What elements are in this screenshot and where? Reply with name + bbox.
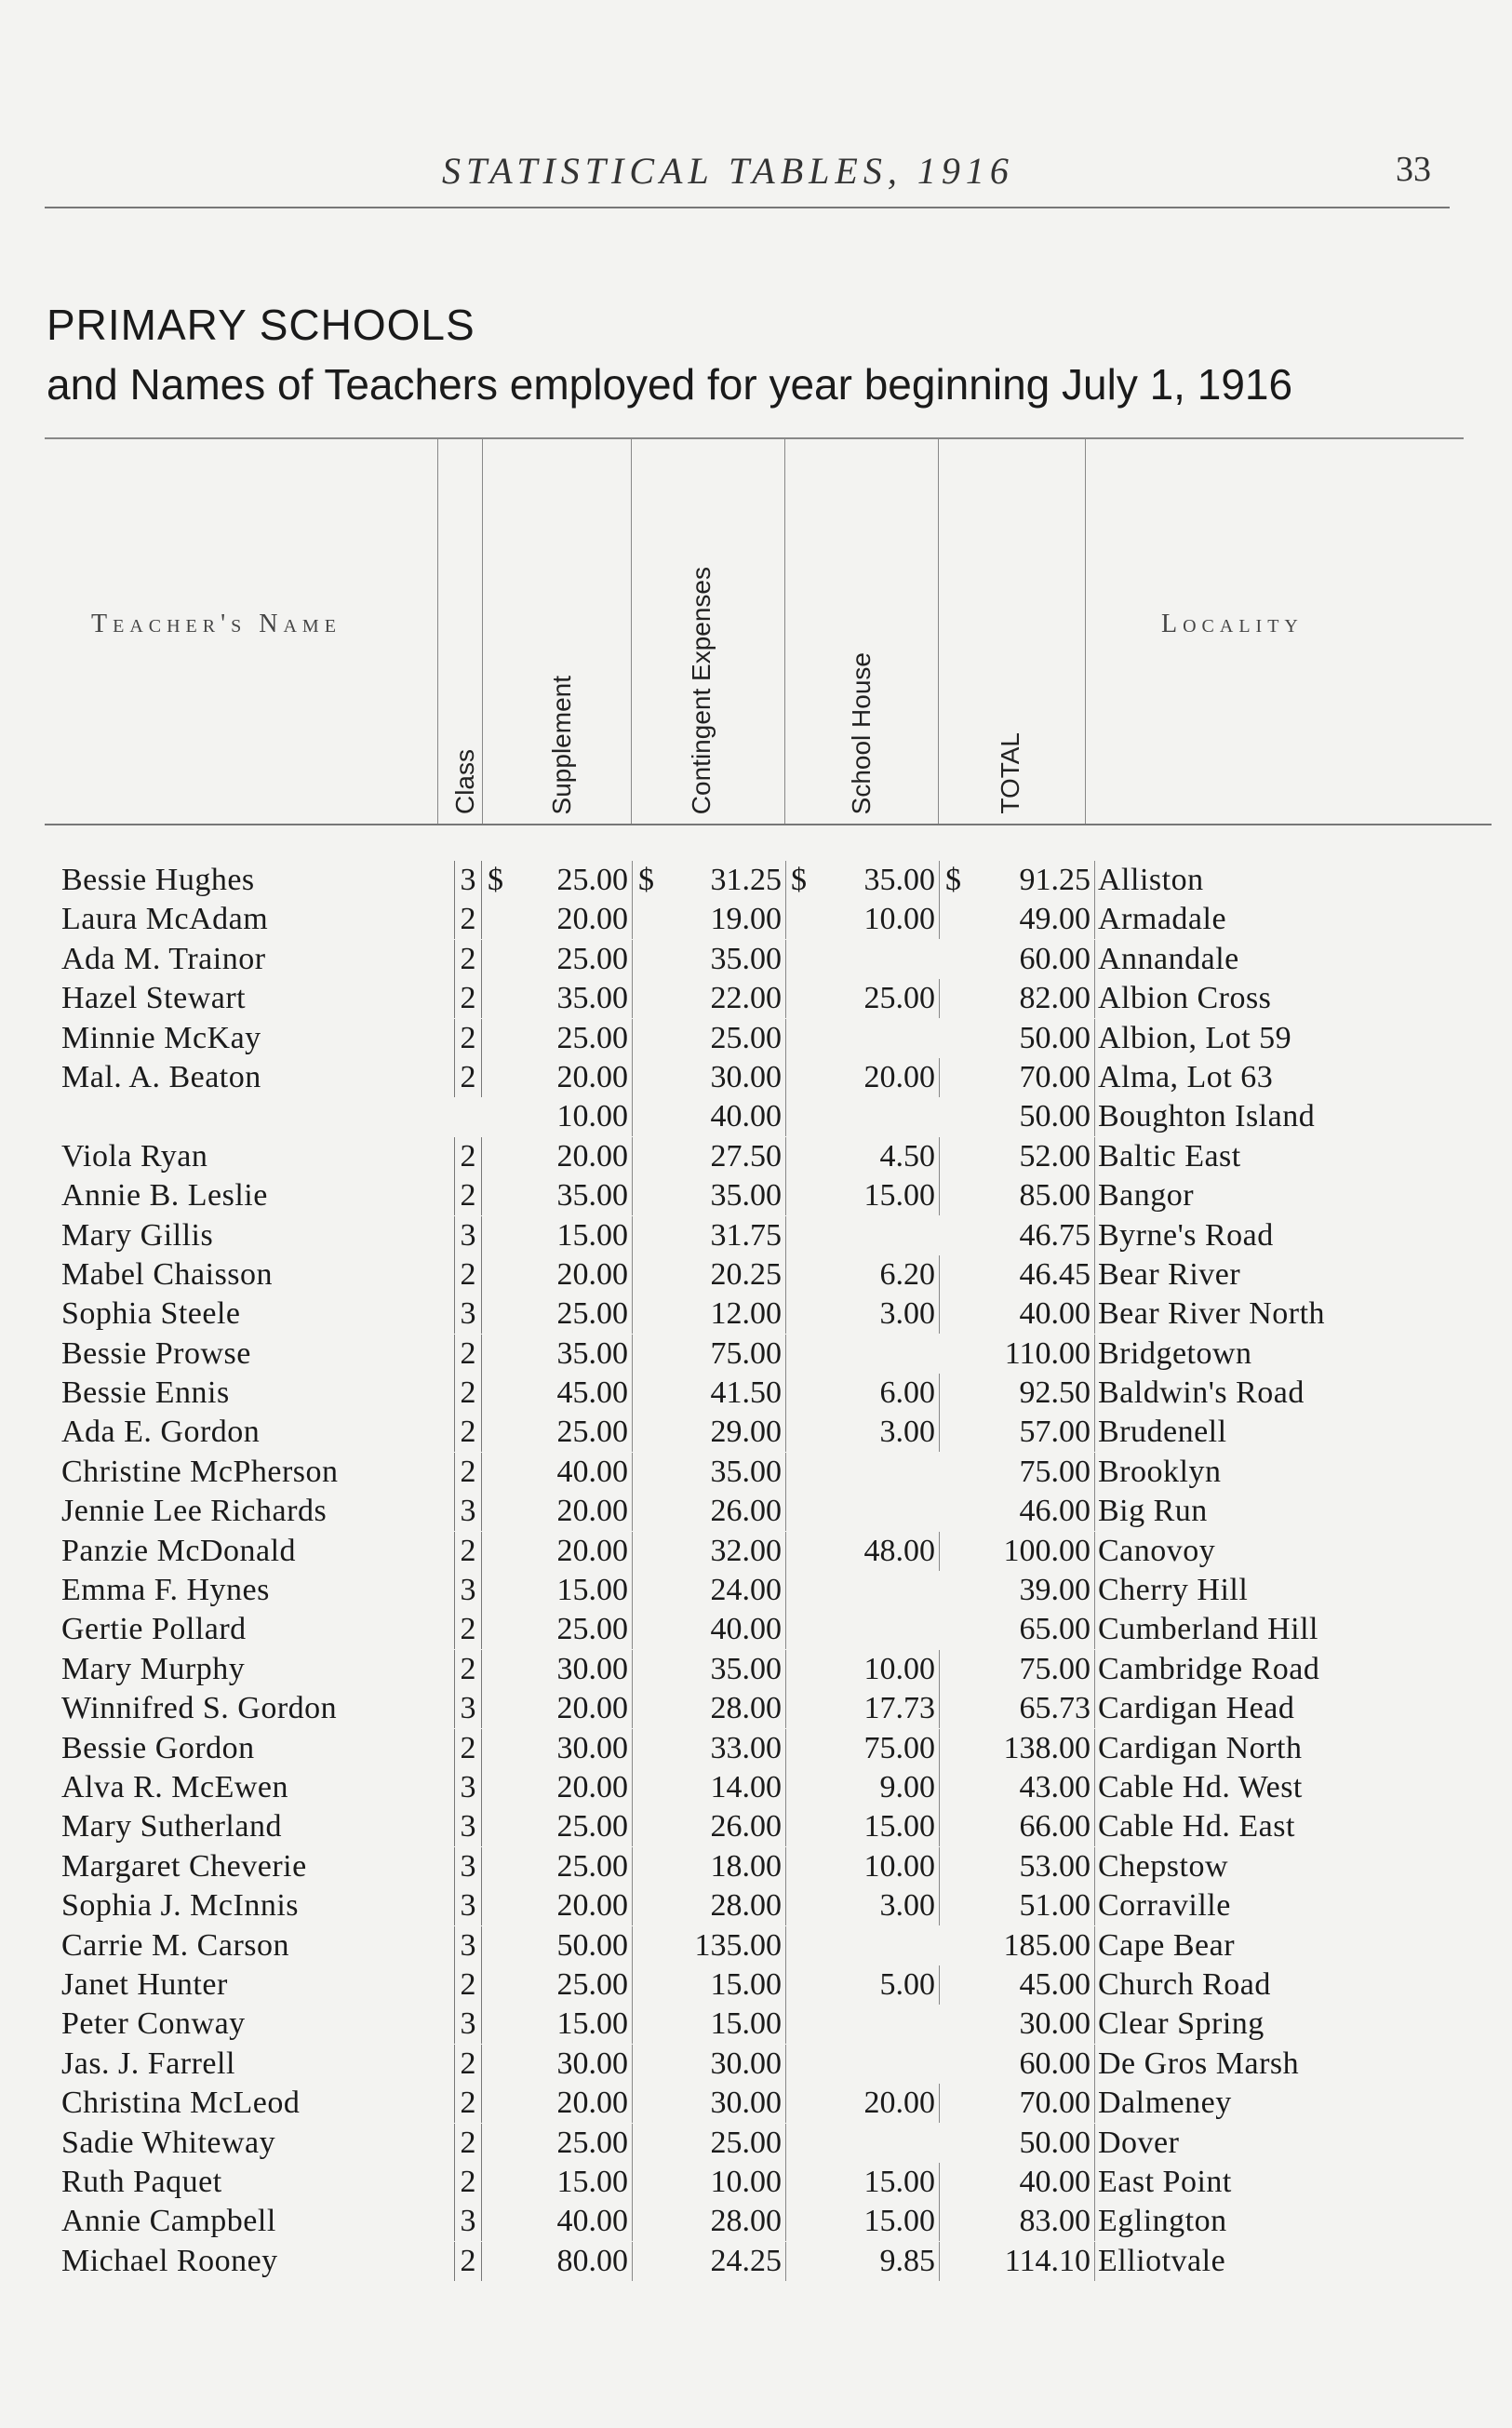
total-cell: 46.75	[940, 1216, 1095, 1255]
teacher-name: Bessie Prowse	[61, 1335, 251, 1371]
contingent-cell: 29.00	[633, 1413, 786, 1452]
class-cell: 3	[454, 1807, 482, 1846]
teacher-name: Peter Conway	[61, 2006, 246, 2042]
teacher-name: Jas. J. Farrell	[61, 2046, 235, 2081]
teacher-name: Winnifred S. Gordon	[61, 1691, 338, 1726]
table-row	[0, 1965, 1512, 2005]
table-row	[0, 2202, 1512, 2241]
contingent-cell: 30.00	[633, 2045, 786, 2084]
dollar-sign: $	[945, 863, 961, 897]
class-cell: 2	[454, 1965, 482, 2005]
table-row	[0, 1492, 1512, 1531]
locality-cell: Bridgetown	[1098, 1335, 1252, 1371]
supplement-cell: 30.00	[484, 1729, 633, 1768]
contingent-cell: 27.50	[633, 1137, 786, 1176]
supplement-cell: 30.00	[484, 1650, 633, 1689]
supplement-cell: 25.00	[484, 1294, 633, 1334]
page-number: 33	[1396, 150, 1431, 189]
locality-cell: Alma, Lot 63	[1098, 1059, 1274, 1094]
teacher-name: Bessie Ennis	[61, 1375, 230, 1411]
table-row	[0, 2045, 1512, 2084]
total-cell: 75.00	[940, 1453, 1095, 1492]
contingent-cell: 25.00	[633, 2124, 786, 2163]
table-row	[0, 1374, 1512, 1413]
class-cell: 2	[454, 2163, 482, 2202]
locality-cell: Alliston	[1098, 863, 1204, 897]
total-cell: 53.00	[940, 1847, 1095, 1886]
teacher-name: Jennie Lee Richards	[61, 1494, 328, 1529]
total-cell: 65.73	[940, 1689, 1095, 1728]
school-house-cell: 15.00	[786, 1807, 940, 1846]
total-cell: 30.00	[940, 2005, 1095, 2044]
table-header	[45, 437, 1464, 824]
supplement-cell: 20.00	[484, 1137, 633, 1176]
supplement-cell: 15.00	[484, 1571, 633, 1610]
total-cell: 49.00	[940, 900, 1095, 939]
locality-cell: Dover	[1098, 2125, 1180, 2160]
table-row	[0, 1807, 1512, 1846]
page-subtitle: and Names of Teachers employed for year beginning July 1, 1916	[47, 360, 1293, 409]
locality-cell: Church Road	[1098, 1966, 1271, 2002]
teacher-name: Laura McAdam	[61, 902, 269, 937]
locality-cell: De Gros Marsh	[1098, 2046, 1300, 2081]
column-header-locality: Locality	[1161, 610, 1304, 638]
table-row	[0, 1847, 1512, 1886]
contingent-cell: 30.00	[633, 2084, 786, 2123]
school-house-cell: 9.85	[786, 2242, 940, 2281]
teacher-name: Mary Gillis	[61, 1217, 214, 1253]
contingent-cell: 28.00	[633, 1689, 786, 1728]
contingent-cell: 40.00	[633, 1097, 786, 1136]
locality-cell: Baldwin's Road	[1098, 1375, 1305, 1411]
class-cell: 3	[454, 1847, 482, 1886]
supplement-cell: 25.00	[484, 1413, 633, 1452]
locality-cell: Cardigan Head	[1098, 1691, 1295, 1726]
class-cell: 3	[454, 861, 482, 900]
teacher-name: Christine McPherson	[61, 1454, 339, 1489]
supplement-cell: 25.00	[484, 1807, 633, 1846]
header-bottom-rule	[45, 824, 1492, 825]
running-head: STATISTICAL TABLES, 1916	[442, 150, 1014, 192]
class-cell: 3	[454, 2005, 482, 2044]
supplement-cell: 35.00	[484, 1335, 633, 1374]
supplement-cell: 25.00	[484, 2124, 633, 2163]
supplement-cell: 20.00	[484, 1886, 633, 1925]
table-row	[0, 2005, 1512, 2044]
table-row	[0, 2084, 1512, 2123]
class-cell: 3	[454, 1492, 482, 1531]
class-cell: 2	[454, 1019, 482, 1058]
contingent-cell: 14.00	[633, 1768, 786, 1807]
teacher-name: Mary Sutherland	[61, 1809, 282, 1844]
teacher-name: Michael Rooney	[61, 2243, 278, 2278]
class-cell: 2	[454, 1374, 482, 1413]
contingent-cell: 10.00	[633, 2163, 786, 2202]
table-row	[0, 1413, 1512, 1452]
total-cell: 70.00	[940, 2084, 1095, 2123]
supplement-cell: 15.00	[484, 1216, 633, 1255]
teacher-name: Janet Hunter	[61, 1966, 228, 2002]
contingent-cell: 20.25	[633, 1255, 786, 1294]
class-cell: 2	[454, 2124, 482, 2163]
supplement-cell: 20.00	[484, 1492, 633, 1531]
total-cell: 40.00	[940, 1294, 1095, 1334]
teacher-name: Emma F. Hynes	[61, 1573, 270, 1608]
supplement-cell: 25.00	[484, 1610, 633, 1649]
teacher-name: Sophia Steele	[61, 1296, 241, 1332]
locality-cell: Cape Bear	[1098, 1927, 1236, 1963]
contingent-cell: 32.00	[633, 1532, 786, 1571]
teacher-name: Sophia J. McInnis	[61, 1888, 299, 1924]
supplement-cell: 20.00	[484, 2084, 633, 2123]
locality-cell: Albion Cross	[1098, 981, 1272, 1016]
class-cell: 3	[454, 1886, 482, 1925]
column-header-contingent: Contingent Expenses	[687, 566, 716, 814]
teacher-name: Panzie McDonald	[61, 1533, 297, 1568]
locality-cell: Bear River	[1098, 1256, 1241, 1292]
class-cell: 2	[454, 1137, 482, 1176]
school-house-cell: 20.00	[786, 1058, 940, 1097]
table-row	[0, 2124, 1512, 2163]
total-cell: 185.00	[940, 1926, 1095, 1965]
class-cell: 2	[454, 1610, 482, 1649]
contingent-cell: 26.00	[633, 1492, 786, 1531]
class-cell: 2	[454, 1335, 482, 1374]
contingent-cell: 24.25	[633, 2242, 786, 2281]
locality-cell: Big Run	[1098, 1494, 1208, 1529]
table-row	[0, 1689, 1512, 1728]
school-house-cell: 3.00	[786, 1294, 940, 1334]
supplement-cell: 15.00	[484, 2163, 633, 2202]
school-house-cell: 4.50	[786, 1137, 940, 1176]
column-header-school-house: School House	[847, 651, 876, 814]
locality-cell: Baltic East	[1098, 1138, 1241, 1174]
column-header-name: Teacher's Name	[91, 610, 341, 638]
contingent-cell: 12.00	[633, 1294, 786, 1334]
supplement-cell: 10.00	[484, 1097, 633, 1136]
total-cell: 66.00	[940, 1807, 1095, 1846]
total-cell: 46.00	[940, 1492, 1095, 1531]
school-house-cell: 15.00	[786, 1176, 940, 1215]
table-row	[0, 1097, 1512, 1136]
locality-cell: Boughton Island	[1098, 1099, 1316, 1134]
total-cell: 50.00	[940, 1097, 1095, 1136]
table-row	[0, 1058, 1512, 1097]
supplement-cell: 20.00	[484, 1255, 633, 1294]
class-cell: 2	[454, 1650, 482, 1689]
teacher-name: Bessie Gordon	[61, 1730, 255, 1765]
supplement-cell: 80.00	[484, 2242, 633, 2281]
contingent-cell: 28.00	[633, 1886, 786, 1925]
table-row	[0, 1886, 1512, 1925]
contingent-cell: 35.00	[633, 1176, 786, 1215]
column-header-total: TOTAL	[996, 732, 1024, 814]
total-cell: 75.00	[940, 1650, 1095, 1689]
contingent-cell: 15.00	[633, 1965, 786, 2005]
teacher-name: Viola Ryan	[61, 1138, 208, 1174]
total-cell: 45.00	[940, 1965, 1095, 2005]
dollar-sign: $	[638, 863, 654, 897]
table-row	[0, 940, 1512, 979]
supplement-cell: 25.00	[484, 1019, 633, 1058]
locality-cell: East Point	[1098, 2164, 1232, 2199]
table-row	[0, 1571, 1512, 1610]
supplement-cell: 20.00	[484, 1532, 633, 1571]
total-cell: 83.00	[940, 2202, 1095, 2241]
contingent-cell: 41.50	[633, 1374, 786, 1413]
class-cell: 2	[454, 1255, 482, 1294]
total-cell: 52.00	[940, 1137, 1095, 1176]
table-row	[0, 861, 1512, 900]
column-header-supplement: Supplement	[547, 675, 576, 814]
school-house-cell: 17.73	[786, 1689, 940, 1728]
total-cell: 46.45	[940, 1255, 1095, 1294]
contingent-cell: 135.00	[633, 1926, 786, 1965]
total-cell: 114.10	[940, 2242, 1095, 2281]
table-row	[0, 979, 1512, 1018]
supplement-cell: 40.00	[484, 1453, 633, 1492]
column-divider	[631, 437, 632, 824]
contingent-cell: 28.00	[633, 2202, 786, 2241]
table-row	[0, 1137, 1512, 1176]
table-row	[0, 1176, 1512, 1215]
teacher-name: Carrie M. Carson	[61, 1927, 290, 1963]
locality-cell: Brooklyn	[1098, 1454, 1222, 1489]
locality-cell: Canovoy	[1098, 1533, 1216, 1568]
locality-cell: Cardigan North	[1098, 1730, 1303, 1765]
total-cell: 92.50	[940, 1374, 1095, 1413]
total-cell: 65.00	[940, 1610, 1095, 1649]
table-row	[0, 1255, 1512, 1294]
school-house-cell: 10.00	[786, 1847, 940, 1886]
supplement-cell: 30.00	[484, 2045, 633, 2084]
class-cell: 3	[454, 1294, 482, 1334]
total-cell: 50.00	[940, 2124, 1095, 2163]
locality-cell: Cable Hd. East	[1098, 1809, 1295, 1844]
table-row	[0, 1729, 1512, 1768]
teacher-name: Ada E. Gordon	[61, 1415, 261, 1450]
column-divider	[938, 437, 939, 824]
school-house-cell: 75.00	[786, 1729, 940, 1768]
teacher-name: Margaret Cheverie	[61, 1848, 307, 1884]
school-house-cell: 9.00	[786, 1768, 940, 1807]
total-cell: 60.00	[940, 940, 1095, 979]
column-divider	[784, 437, 785, 824]
class-cell: 2	[454, 979, 482, 1018]
locality-cell: Cambridge Road	[1098, 1651, 1320, 1686]
supplement-cell: 20.00	[484, 1058, 633, 1097]
locality-cell: Cable Hd. West	[1098, 1769, 1303, 1804]
locality-cell: Albion, Lot 59	[1098, 1020, 1292, 1055]
school-house-cell: 10.00	[786, 1650, 940, 1689]
supplement-cell: 15.00	[484, 2005, 633, 2044]
column-divider	[482, 437, 483, 824]
supplement-cell: 45.00	[484, 1374, 633, 1413]
table-row	[0, 1768, 1512, 1807]
contingent-cell: 24.00	[633, 1571, 786, 1610]
teacher-name: Mal. A. Beaton	[61, 1059, 261, 1094]
class-cell: 2	[454, 1532, 482, 1571]
contingent-cell: 40.00	[633, 1610, 786, 1649]
table-row	[0, 1453, 1512, 1492]
teacher-name: Ada M. Trainor	[61, 941, 266, 976]
school-house-cell: 6.00	[786, 1374, 940, 1413]
total-cell: 70.00	[940, 1058, 1095, 1097]
contingent-cell: 19.00	[633, 900, 786, 939]
total-cell: 100.00	[940, 1532, 1095, 1571]
total-cell: 40.00	[940, 2163, 1095, 2202]
locality-cell: Corraville	[1098, 1888, 1231, 1924]
teacher-name: Gertie Pollard	[61, 1612, 247, 1647]
supplement-cell: 25.00	[484, 1847, 633, 1886]
table-row	[0, 1294, 1512, 1334]
school-house-cell: 6.20	[786, 1255, 940, 1294]
school-house-cell: 5.00	[786, 1965, 940, 2005]
teacher-name: Christina McLeod	[61, 2086, 301, 2121]
contingent-cell: 22.00	[633, 979, 786, 1018]
table-row	[0, 1650, 1512, 1689]
dollar-sign: $	[488, 863, 503, 897]
school-house-cell: 15.00	[786, 2163, 940, 2202]
class-cell: 2	[454, 1058, 482, 1097]
table-row	[0, 1335, 1512, 1374]
supplement-cell: 25.00	[484, 1965, 633, 2005]
teacher-name: Mabel Chaisson	[61, 1256, 274, 1292]
contingent-cell: 25.00	[633, 1019, 786, 1058]
dollar-sign: $	[791, 863, 807, 897]
contingent-cell: 33.00	[633, 1729, 786, 1768]
class-cell: 3	[454, 1926, 482, 1965]
table-row	[0, 2242, 1512, 2281]
class-cell: 2	[454, 900, 482, 939]
column-divider	[437, 437, 438, 824]
contingent-cell: 30.00	[633, 1058, 786, 1097]
total-cell: 60.00	[940, 2045, 1095, 2084]
total-cell: 82.00	[940, 979, 1095, 1018]
table-row	[0, 1532, 1512, 1571]
teacher-name: Ruth Paquet	[61, 2164, 222, 2199]
class-cell: 2	[454, 1729, 482, 1768]
school-house-cell: 3.00	[786, 1413, 940, 1452]
school-house-cell: 20.00	[786, 2084, 940, 2123]
school-house-cell: 10.00	[786, 900, 940, 939]
locality-cell: Cumberland Hill	[1098, 1612, 1318, 1647]
teacher-table-body	[0, 861, 1512, 2281]
class-cell: 3	[454, 1689, 482, 1728]
locality-cell: Chepstow	[1098, 1848, 1228, 1884]
school-house-cell: 15.00	[786, 2202, 940, 2241]
locality-cell: Brudenell	[1098, 1415, 1227, 1450]
table-row	[0, 1019, 1512, 1058]
supplement-cell: 40.00	[484, 2202, 633, 2241]
contingent-cell: 35.00	[633, 1453, 786, 1492]
locality-cell: Byrne's Road	[1098, 1217, 1274, 1253]
school-house-cell: 48.00	[786, 1532, 940, 1571]
table-row	[0, 1926, 1512, 1965]
class-cell: 2	[454, 2084, 482, 2123]
locality-cell: Annandale	[1098, 941, 1239, 976]
school-house-cell: 3.00	[786, 1886, 940, 1925]
teacher-name: Sadie Whiteway	[61, 2125, 276, 2160]
class-cell: 3	[454, 2202, 482, 2241]
class-cell: 2	[454, 1413, 482, 1452]
contingent-cell: 15.00	[633, 2005, 786, 2044]
supplement-cell: 20.00	[484, 1768, 633, 1807]
contingent-cell: 18.00	[633, 1847, 786, 1886]
contingent-cell: 35.00	[633, 940, 786, 979]
school-house-cell: 25.00	[786, 979, 940, 1018]
total-cell: 85.00	[940, 1176, 1095, 1215]
contingent-cell: 35.00	[633, 1650, 786, 1689]
total-cell: 50.00	[940, 1019, 1095, 1058]
class-cell: 3	[454, 1216, 482, 1255]
total-cell: 51.00	[940, 1886, 1095, 1925]
total-cell: 138.00	[940, 1729, 1095, 1768]
locality-cell: Dalmeney	[1098, 2086, 1232, 2121]
locality-cell: Elliotvale	[1098, 2243, 1226, 2278]
supplement-cell: 25.00	[484, 861, 633, 900]
supplement-cell: 20.00	[484, 900, 633, 939]
contingent-cell: 31.25	[633, 861, 786, 900]
total-cell: 39.00	[940, 1571, 1095, 1610]
page-title: PRIMARY SCHOOLS	[47, 301, 475, 349]
table-row	[0, 900, 1512, 939]
total-cell: 110.00	[940, 1335, 1095, 1374]
teacher-name: Mary Murphy	[61, 1651, 246, 1686]
total-cell: 91.25	[940, 861, 1095, 900]
supplement-cell: 20.00	[484, 1689, 633, 1728]
contingent-cell: 75.00	[633, 1335, 786, 1374]
locality-cell: Eglington	[1098, 2204, 1227, 2239]
class-cell: 2	[454, 1176, 482, 1215]
teacher-name: Hazel Stewart	[61, 981, 247, 1016]
locality-cell: Cherry Hill	[1098, 1573, 1249, 1608]
teacher-name: Bessie Hughes	[61, 863, 255, 897]
locality-cell: Armadale	[1098, 902, 1227, 937]
class-cell: 2	[454, 2242, 482, 2281]
table-row	[0, 2163, 1512, 2202]
contingent-cell: 26.00	[633, 1807, 786, 1846]
column-header-class: Class	[450, 748, 479, 814]
supplement-cell: 25.00	[484, 940, 633, 979]
table-row	[0, 1610, 1512, 1649]
class-cell: 3	[454, 1571, 482, 1610]
locality-cell: Bangor	[1098, 1178, 1195, 1214]
class-cell: 2	[454, 1453, 482, 1492]
supplement-cell: 35.00	[484, 1176, 633, 1215]
supplement-cell: 35.00	[484, 979, 633, 1018]
table-row	[0, 1216, 1512, 1255]
column-divider	[1085, 437, 1086, 824]
teacher-name: Annie B. Leslie	[61, 1178, 268, 1214]
contingent-cell: 31.75	[633, 1216, 786, 1255]
teacher-name: Annie Campbell	[61, 2204, 276, 2239]
header-rule	[45, 207, 1450, 208]
class-cell: 2	[454, 2045, 482, 2084]
supplement-cell: 50.00	[484, 1926, 633, 1965]
teacher-name: Alva R. McEwen	[61, 1769, 289, 1804]
total-cell: 43.00	[940, 1768, 1095, 1807]
total-cell: 57.00	[940, 1413, 1095, 1452]
teacher-name: Minnie McKay	[61, 1020, 261, 1055]
locality-cell: Clear Spring	[1098, 2006, 1264, 2042]
school-house-cell: 35.00	[786, 861, 940, 900]
class-cell: 2	[454, 940, 482, 979]
locality-cell: Bear River North	[1098, 1296, 1326, 1332]
class-cell: 3	[454, 1768, 482, 1807]
